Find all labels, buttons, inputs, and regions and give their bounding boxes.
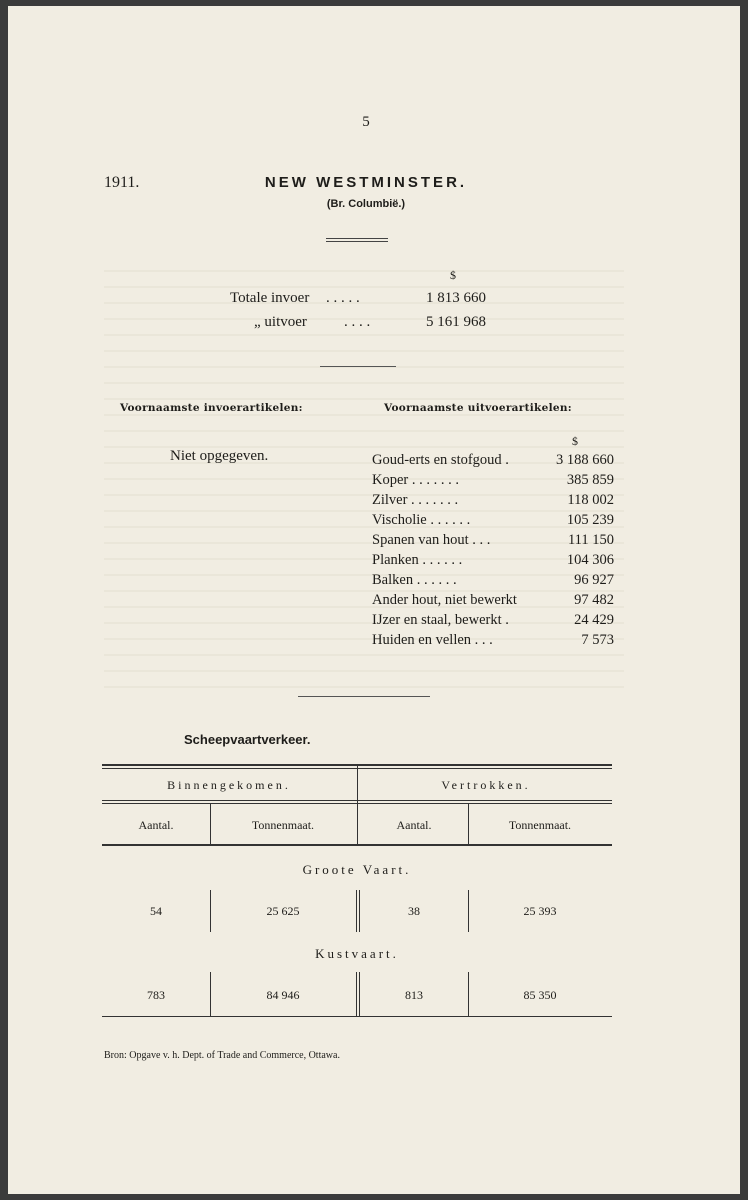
- exports-currency: $: [572, 434, 578, 448]
- section-title-groote-vaart: Groote Vaart.: [302, 862, 412, 877]
- vline: [356, 972, 357, 1016]
- export-label: Balken . . . . . .: [372, 572, 457, 588]
- total-export-value: 5 161 968: [426, 314, 486, 330]
- vline: [468, 890, 469, 932]
- section-title-kustvaart: Kustvaart.: [315, 946, 399, 961]
- vline: [210, 972, 211, 1016]
- table-cell: 783: [147, 988, 165, 1002]
- table-cell: 813: [405, 988, 423, 1002]
- totals-divider: [320, 366, 396, 367]
- vline: [359, 890, 360, 932]
- export-value: 24 429: [574, 612, 614, 628]
- table-cell: 85 350: [523, 988, 557, 1002]
- imports-heading: Voornaamste invoerartikelen:: [120, 402, 303, 414]
- export-row: [372, 472, 614, 492]
- vline: [356, 890, 357, 932]
- export-row: [372, 512, 614, 532]
- exports-heading: Voornaamste uitvoerartikelen:: [384, 402, 572, 414]
- total-import-label: Totale invoer: [230, 290, 310, 306]
- header-rule: [102, 844, 612, 846]
- export-label: Zilver . . . . . . .: [372, 492, 459, 508]
- export-row: [372, 592, 614, 612]
- vline: [210, 890, 211, 932]
- source-note: Bron: Opgave v. h. Dept. of Trade and Commerce, Ottawa.: [104, 1050, 340, 1061]
- table-cell: 25 393: [523, 904, 557, 918]
- exports-divider: [298, 696, 430, 697]
- report-year: 1911.: [104, 174, 140, 191]
- vline: [359, 972, 360, 1016]
- export-row: [372, 452, 614, 472]
- col-header-out-tonnage: Tonnenmaat.: [508, 818, 572, 832]
- table-cell: 84 946: [266, 988, 300, 1002]
- totals-currency: $: [450, 268, 456, 282]
- page-number: 5: [362, 114, 370, 130]
- vline-group: [357, 764, 358, 844]
- export-label: IJzer en staal, bewerkt .: [372, 612, 509, 628]
- col-header-in-count: Aantal.: [138, 818, 174, 832]
- export-row: [372, 532, 614, 552]
- document-page: [8, 6, 740, 1194]
- export-label: Huiden en vellen . . .: [372, 632, 493, 648]
- shipping-title: Scheepvaartverkeer.: [184, 732, 311, 747]
- group-header-in: Binnengekomen.: [167, 778, 291, 792]
- title-divider: [326, 238, 388, 239]
- city-title: NEW WESTMINSTER.: [264, 174, 468, 191]
- col-header-out-count: Aantal.: [396, 818, 432, 832]
- export-value: 105 239: [566, 512, 614, 528]
- vline: [468, 972, 469, 1016]
- export-row: [372, 612, 614, 632]
- table-cell: 54: [150, 904, 162, 918]
- export-label: Vischolie . . . . . .: [372, 512, 471, 528]
- export-label: Spanen van hout . . .: [372, 532, 491, 548]
- export-value: 96 927: [574, 572, 614, 588]
- export-value: 385 859: [566, 472, 614, 488]
- export-row: [372, 572, 614, 592]
- total-import-dots: . . . . .: [326, 290, 360, 306]
- export-value: 104 306: [566, 552, 614, 568]
- export-value: 3 188 660: [556, 452, 614, 468]
- table-bottom-rule: [102, 1016, 612, 1017]
- vline-out: [468, 804, 469, 844]
- total-import-value: 1 813 660: [426, 290, 486, 306]
- total-export-label: „ uitvoer: [254, 314, 307, 330]
- province-subtitle: (Br. Columbië.): [326, 198, 406, 210]
- export-row: [372, 552, 614, 572]
- export-row: [372, 632, 614, 652]
- export-value: 111 150: [567, 532, 614, 548]
- export-row: [372, 492, 614, 512]
- vline-in: [210, 804, 211, 844]
- export-value: 118 002: [567, 492, 614, 508]
- export-value: 97 482: [574, 592, 614, 608]
- export-label: Ander hout, niet bewerkt: [372, 592, 517, 608]
- group-header-out: Vertrokken.: [441, 778, 531, 792]
- table-cell: 25 625: [266, 904, 300, 918]
- export-value: 7 573: [581, 632, 614, 648]
- col-header-in-tonnage: Tonnenmaat.: [251, 818, 315, 832]
- export-label: Goud-erts en stofgoud .: [372, 452, 509, 468]
- export-label: Koper . . . . . . .: [372, 472, 459, 488]
- export-label: Planken . . . . . .: [372, 552, 463, 568]
- imports-note: Niet opgegeven.: [170, 448, 269, 464]
- table-cell: 38: [408, 904, 420, 918]
- total-export-dots: . . . .: [344, 314, 371, 330]
